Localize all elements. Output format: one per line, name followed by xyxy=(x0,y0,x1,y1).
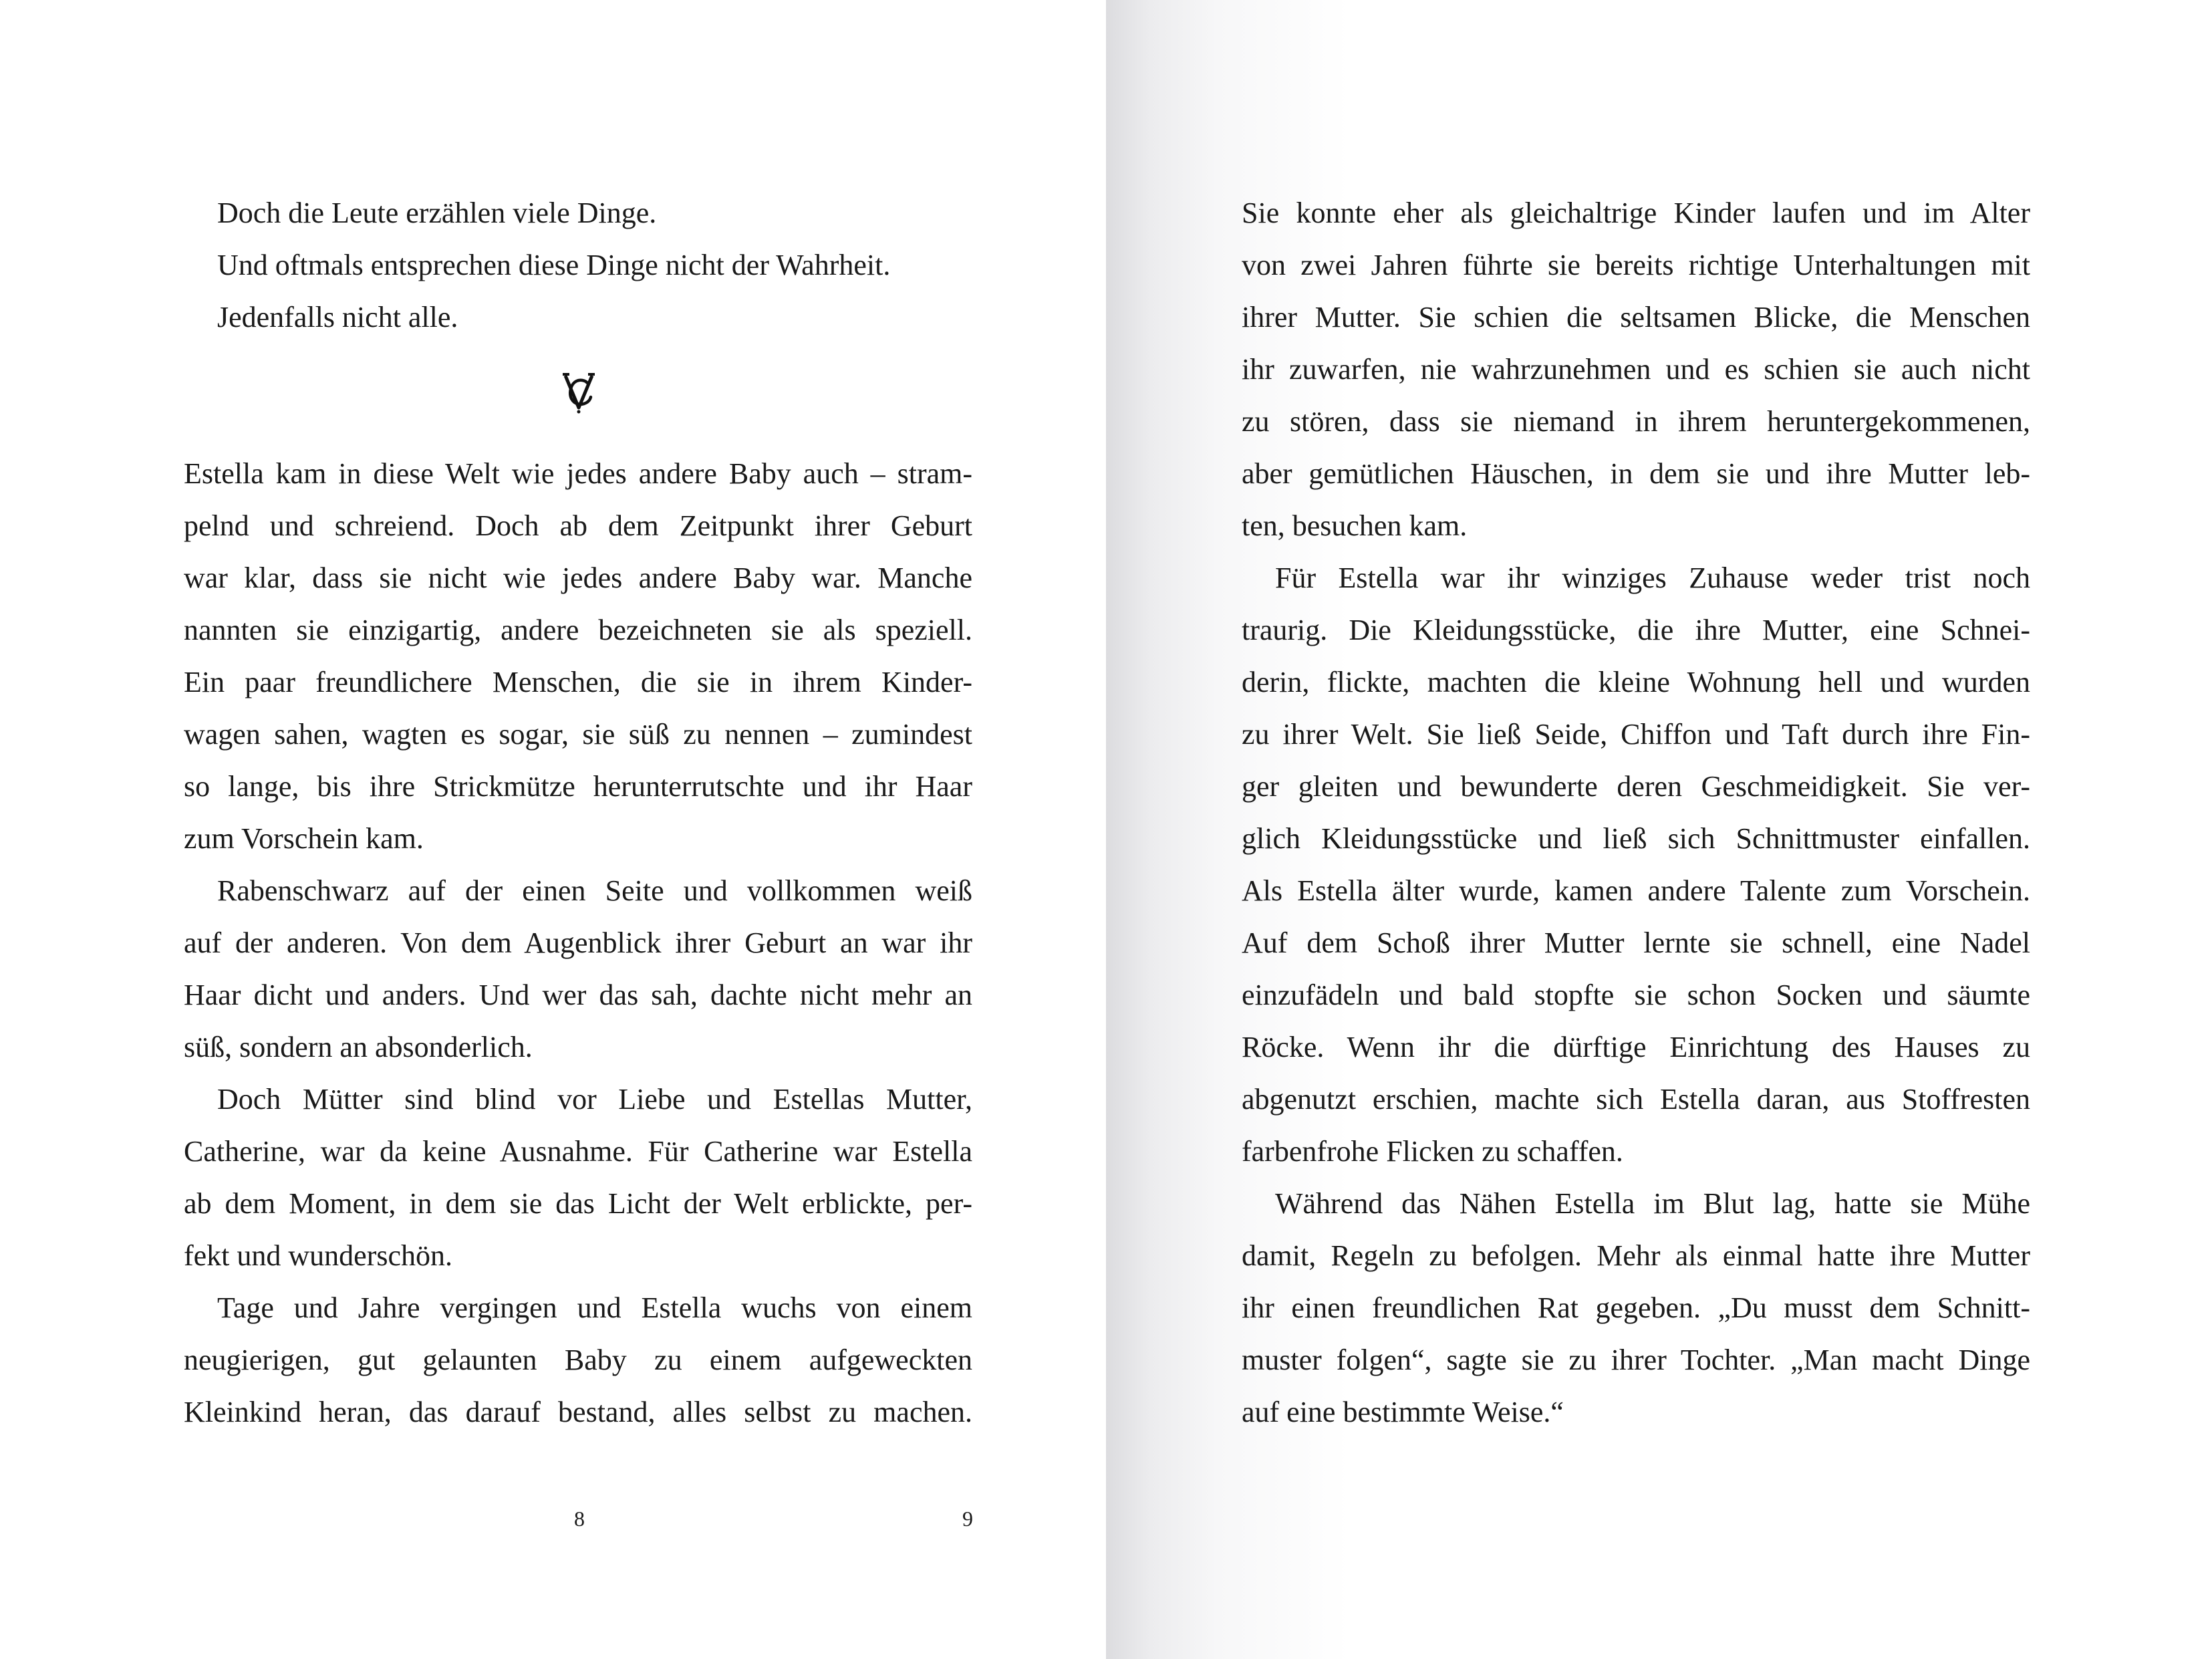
text-line: Catherine, war da keine Ausnahme. Für Catherine war Estella xyxy=(184,1135,972,1168)
text-line: Kleinkind heran, das darauf bestand, alles selbst zu machen. xyxy=(184,1396,972,1428)
text-line: ger gleiten und bewunderte deren Geschmeidigkeit. Sie ver- xyxy=(1242,770,2030,803)
paragraph xyxy=(1242,552,2030,1178)
text-line: wagen sahen, wagten es sogar, sie süß zu nennen – zumindest xyxy=(184,718,972,751)
text-line: nannten sie einzigartig, andere bezeichneten sie als speziell. xyxy=(184,614,972,646)
paragraph xyxy=(184,1073,972,1282)
text-line: so lange, bis ihre Strickmütze herunterrutschte und ihr Haar xyxy=(184,770,972,803)
text-line: muster folgen“, sagte sie zu ihrer Tochter. „Man macht Dinge xyxy=(1242,1344,2030,1376)
text-line: auf eine bestimmte Weise.“ xyxy=(1242,1396,1564,1428)
text-line: Röcke. Wenn ihr die dürftige Einrichtung des Hauses zu xyxy=(1242,1031,2030,1063)
text-line: derin, flickte, machten die kleine Wohnung hell und wurden xyxy=(1242,666,2030,698)
text-line: traurig. Die Kleidungsstücke, die ihre Mutter, eine Schnei- xyxy=(1242,614,2030,646)
text-line: Während das Nähen Estella im Blut lag, hatte sie Mühe xyxy=(1275,1187,2030,1220)
paragraph xyxy=(184,865,972,1073)
text-line: zu ihrer Welt. Sie ließ Seide, Chiffon und Taft durch ihre Fin- xyxy=(1242,718,2030,751)
text-line: ten, besuchen kam. xyxy=(1242,509,1468,542)
text-line: damit, Regeln zu befolgen. Mehr als einmal hatte ihre Mutter xyxy=(1242,1239,2030,1272)
text-line: abgenutzt erschien, machte sich Estella daran, aus Stoffresten xyxy=(1242,1083,2030,1116)
text-line: ab dem Moment, in dem sie das Licht der Welt erblickte, per- xyxy=(184,1187,972,1220)
text-line: Als Estella älter wurde, kamen andere Talente zum Vorschein. xyxy=(1242,874,2030,907)
text-line: fekt und wunderschön. xyxy=(184,1239,453,1272)
text-line: aber gemütlichen Häuschen, in dem sie und ihre Mutter leb- xyxy=(1242,457,2030,490)
text-line: war klar, dass sie nicht wie jedes andere Baby war. Manche xyxy=(184,561,972,594)
text-line: Tage und Jahre vergingen und Estella wuchs von einem xyxy=(217,1291,972,1324)
text-line: Rabenschwarz auf der einen Seite und vollkommen weiß xyxy=(217,874,972,907)
text-line: ihrer Mutter. Sie schien die seltsamen Blicke, die Menschen xyxy=(1242,301,2030,334)
intro-line: Und oftmals entsprechen diese Dinge nicht der Wahrheit. xyxy=(217,249,891,281)
text-line: farbenfrohe Flicken zu schaffen. xyxy=(1242,1135,1623,1168)
intro-line: Jedenfalls nicht alle. xyxy=(217,301,458,334)
text-line: glich Kleidungsstücke und ließ sich Schnittmuster einfallen. xyxy=(1242,822,2030,855)
text-line: Auf dem Schoß ihrer Mutter lernte sie schnell, eine Nadel xyxy=(1242,926,2030,959)
text-line: ihr zuwarfen, nie wahrzunehmen und es schien sie auch nicht xyxy=(1242,353,2030,386)
text-line: einzufädeln und bald stopfte sie schon Socken und säumte xyxy=(1242,979,2030,1011)
text-line: pelnd und schreiend. Doch ab dem Zeitpunkt ihrer Geburt xyxy=(184,509,972,542)
text-line: zu stören, dass sie niemand in ihrem heruntergekommenen, xyxy=(1242,405,2030,438)
intro-line: Doch die Leute erzählen viele Dinge. xyxy=(217,197,657,229)
paragraph xyxy=(1242,187,2030,552)
text-line: Ein paar freundlichere Menschen, die sie in ihrem Kinder- xyxy=(184,666,972,698)
text-line: Sie konnte eher als gleichaltrige Kinder laufen und im Alter xyxy=(1242,197,2030,229)
text-line: von zwei Jahren führte sie bereits richtige Unterhaltungen mit xyxy=(1242,249,2030,281)
text-line: zum Vorschein kam. xyxy=(184,822,424,855)
intro-text xyxy=(184,187,972,344)
page-number: 9 xyxy=(962,1507,973,1531)
text-line: süß, sondern an absonderlich. xyxy=(184,1031,533,1063)
cv-monogram-icon xyxy=(559,369,599,416)
text-line: ihr einen freundlichen Rat gegeben. „Du musst dem Schnitt- xyxy=(1242,1291,2030,1324)
text-line: auf der anderen. Von dem Augenblick ihrer Geburt an war ihr xyxy=(184,926,972,959)
right-body-text xyxy=(1242,187,2030,1438)
text-line: Doch Mütter sind blind vor Liebe und Estellas Mutter, xyxy=(217,1083,972,1116)
text-line: neugierigen, gut gelaunten Baby zu einem aufgeweckten xyxy=(184,1344,972,1376)
paragraph xyxy=(184,448,972,865)
text-line: Estella kam in diese Welt wie jedes andere Baby auch – stram- xyxy=(184,457,972,490)
page-number: 8 xyxy=(574,1507,585,1531)
left-body-text xyxy=(184,448,972,1438)
paragraph xyxy=(184,1282,972,1438)
paragraph xyxy=(1242,1178,2030,1438)
text-line: Haar dicht und anders. Und wer das sah, dachte nicht mehr an xyxy=(184,979,972,1011)
text-line: Für Estella war ihr winziges Zuhause weder trist noch xyxy=(1275,561,2030,594)
